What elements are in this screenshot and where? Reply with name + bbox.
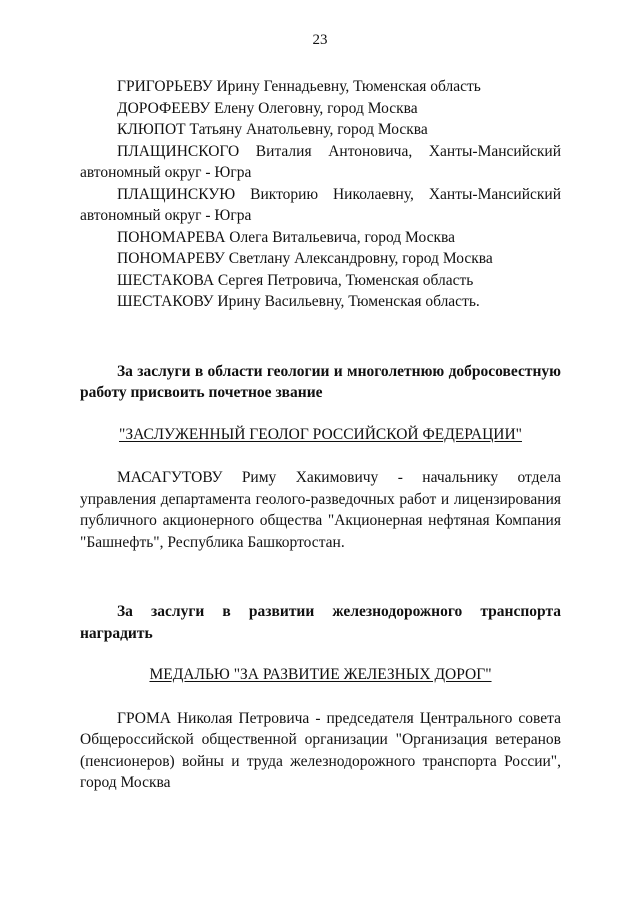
page-number: 23 [312,32,328,48]
list-item: ПЛАЩИНСКОГО Виталия Антоновича, Ханты-Мансийский автономный округ - Югра [80,142,561,181]
award-title-geology: "ЗАСЛУЖЕННЫЙ ГЕОЛОГ РОССИЙСКОЙ ФЕДЕРАЦИИ" [119,425,522,443]
document-body [80,76,561,794]
section-heading-railway: За заслуги в развитии железнодорожного транспорта наградить [80,603,561,642]
award-title-railway: МЕДАЛЬЮ "ЗА РАЗВИТИЕ ЖЕЛЕЗНЫХ ДОРОГ" [149,666,492,683]
list-item: ПЛАЩИНСКУЮ Викторию Николаевну, Ханты-Мансийский автономный округ - Югра [80,185,561,224]
awardee-entry-geology: МАСАГУТОВУ Риму Хакимовичу - начальнику отдела управления департамента геолого-разведочных работ и лицензирования публичного акционерного общества "Акционерная нефтяная Компания "Башнефть", Республика Башкортостан. [80,469,561,551]
list-item: ПОНОМАРЕВУ Светлану Александровну, город Москва [117,250,493,267]
list-item: ДОРОФЕЕВУ Елену Олеговну, город Москва [117,99,418,117]
section-heading-geology: За заслуги в области геологии и многолетнюю добросовестную работу присвоить почетное звание [80,362,561,401]
awardee-list [80,76,561,313]
awardee-entry-railway: ГРОМА Николая Петровича - председателя Центрального совета Общероссийской общественной организации "Организация ветеранов (пенсионеров) войны и труда железнодорожного транспорта России", город Москва [80,709,561,791]
list-item: ГРИГОРЬЕВУ Ирину Геннадьевну, Тюменская область [117,78,481,95]
list-item: КЛЮПОТ Татьяну Анатольевну, город Москва [117,121,428,138]
list-item: ШЕСТАКОВА Сергея Петровича, Тюменская область [117,271,474,289]
list-item: ШЕСТАКОВУ Ирину Васильевну, Тюменская область. [117,293,480,310]
list-item: ПОНОМАРЕВА Олега Витальевича, город Москва [117,228,455,246]
